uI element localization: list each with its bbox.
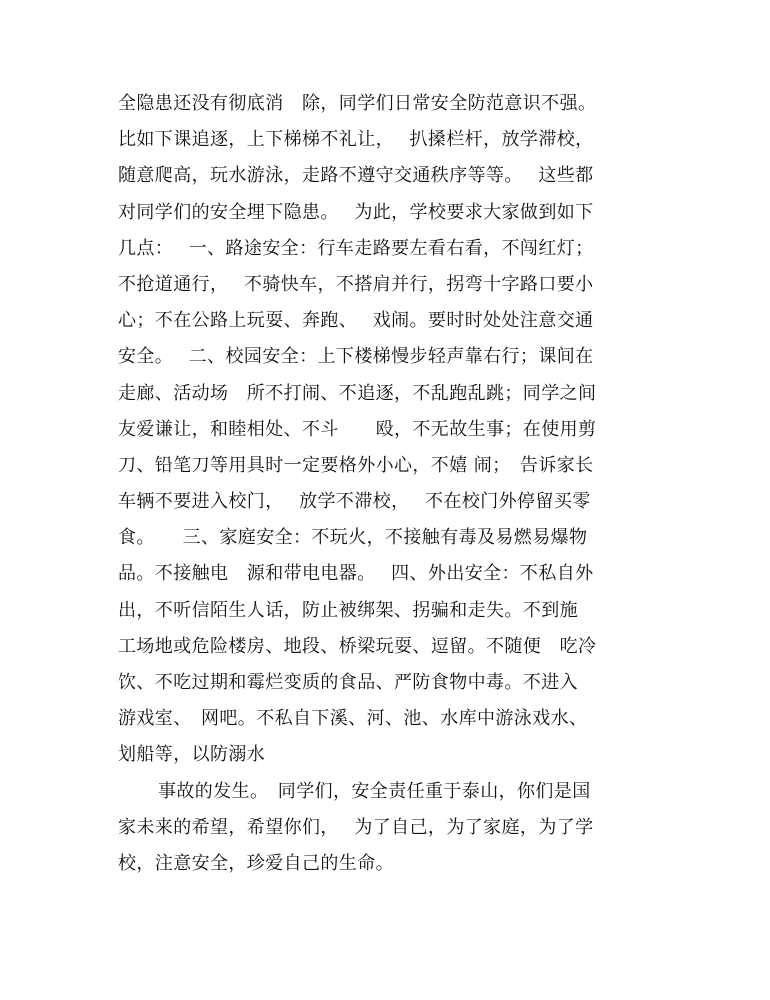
text-line: 不抢道通行， 不骑快车，不搭肩并行，拐弯十字路口要小 <box>118 273 594 295</box>
text-line: 车辆不要进入校门， 放学不滞校， 不在校门外停留买零 <box>118 491 591 513</box>
text-line: 友爱谦让，和睦相处、不斗 殴，不无故生事；在使用剪 <box>118 418 597 440</box>
text-line: 家未来的希望，希望你们， 为了自己，为了家庭，为了学 <box>118 816 594 838</box>
text-line: 全隐患还没有彻底消 除，同学们日常安全防范意识不强。 <box>118 93 597 114</box>
text-line: 出，不听信陌生人话，防止被绑架、拐骗和走失。不到施 <box>118 599 578 621</box>
text-line: 几点： 一、路途安全：行车走路要左看右看，不闯红灯； <box>118 237 594 259</box>
text-line: 走廊、活动场 所不打闹、不追逐，不乱跑乱跳；同学之间 <box>118 382 597 404</box>
text-line: 划船等，以防溺水 <box>118 744 266 766</box>
text-line: 饮、不吃过期和霉烂变质的食品、严防食物中毒。不进入 <box>118 672 578 693</box>
text-line: 心；不在公路上玩耍、奔跑、 戏闹。要时时处处注意交通 <box>118 310 594 332</box>
text-line: 刀、铅笔刀等用具时一定要格外小心，不嬉 闹； 告诉家长 <box>118 454 594 476</box>
text-line: 安全。 二、校园安全：上下楼梯慢步轻声靠右行；课间在 <box>118 346 594 368</box>
body-text <box>118 86 663 882</box>
text-line: 食。 三、家庭安全：不玩火，不接触有毒及易燃易爆物 <box>118 527 588 549</box>
text-line: 随意爬高，玩水游泳，走路不遵守交通秩序等等。 这些都 <box>118 165 594 187</box>
text-line: 对同学们的安全埋下隐患。 为此，学校要求大家做到如下 <box>118 201 594 223</box>
text-line: 校，注意安全，珍爱自己的生命。 <box>118 852 394 874</box>
text-line: 工场地或危险楼房、地段、桥梁玩耍、逗留。不随便 吃冷 <box>118 635 597 657</box>
text-line-paragraph-start: 事故的发生。 同学们，安全责任重于泰山，你们是国 <box>158 780 591 802</box>
text-line: 品。不接触电 源和带电电器。 四、外出安全：不私自外 <box>118 563 594 585</box>
text-line: 游戏室、 网吧。不私自下溪、河、池、水库中游泳戏水、 <box>118 708 588 730</box>
text-line: 比如下课追逐，上下梯梯不礼让， 扒搡栏杆，放学滞校， <box>118 129 594 151</box>
